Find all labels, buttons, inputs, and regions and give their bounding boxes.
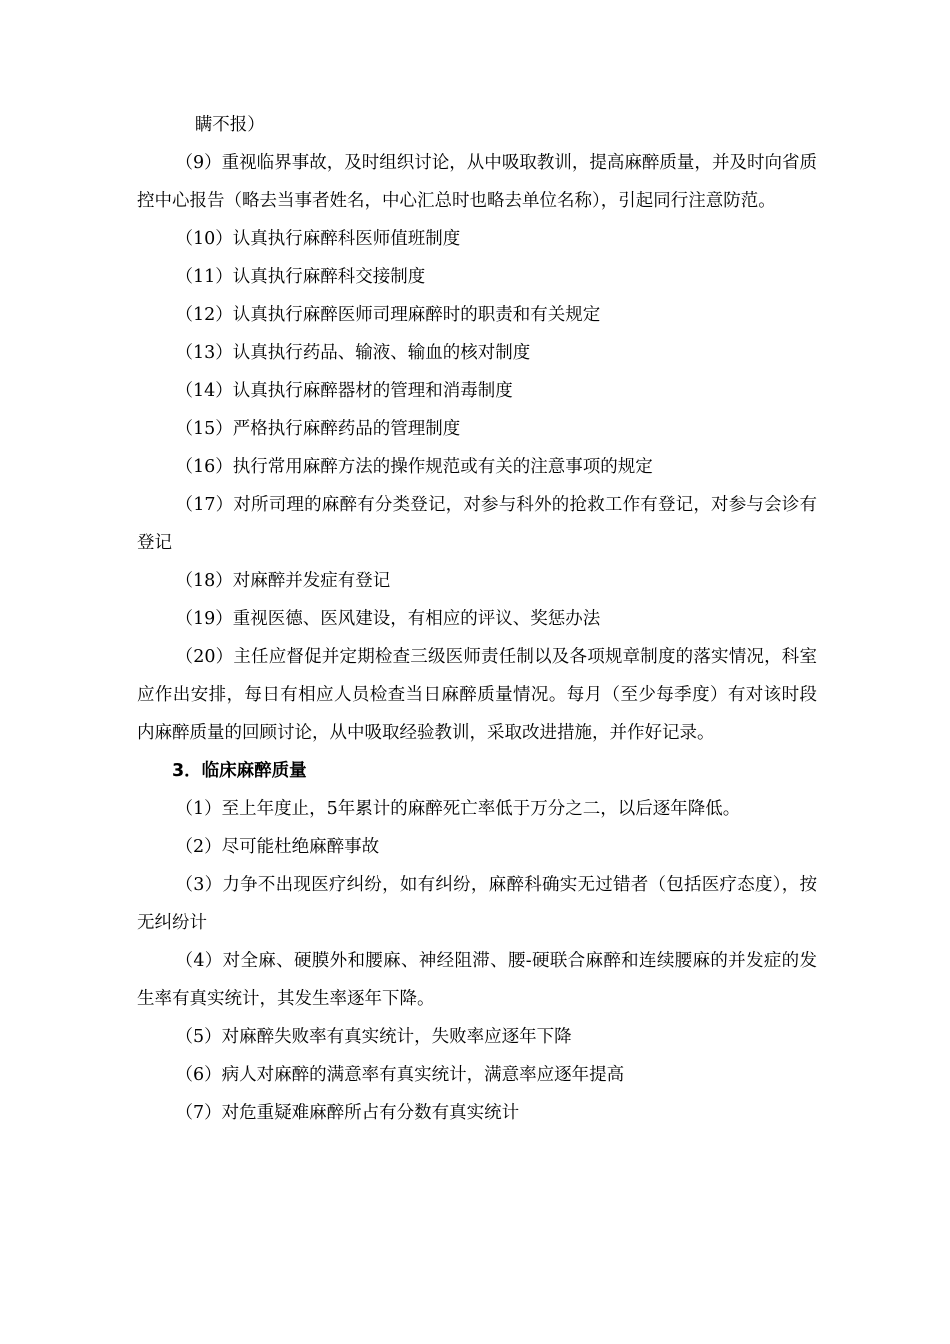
quality-item-1: （1）至上年度止，5年累计的麻醉死亡率低于万分之二，以后逐年降低。 [175, 799, 741, 819]
section-heading-clinical-quality: 3．临床麻醉质量 [172, 761, 307, 781]
list-item-18: （18）对麻醉并发症有登记 [175, 571, 391, 591]
list-item-10: （10）认真执行麻醉科医师值班制度 [175, 229, 461, 249]
document-body [137, 106, 817, 1132]
quality-item-2: （2）尽可能杜绝麻醉事故 [175, 837, 380, 857]
list-item-9: （9）重视临界事故，及时组织讨论，从中吸取教训，提高麻醉质量，并及时向省质控中心报告（略去当事者姓名，中心汇总时也略去单位名称），引起同行注意防范。 [137, 153, 817, 211]
paragraph-continuation: 瞒不报） [194, 115, 265, 135]
list-item-17: （17）对所司理的麻醉有分类登记，对参与科外的抢救工作有登记，对参与会诊有登记 [137, 495, 817, 553]
quality-item-7: （7）对危重疑难麻醉所占有分数有真实统计 [175, 1103, 520, 1123]
list-item-16: （16）执行常用麻醉方法的操作规范或有关的注意事项的规定 [175, 457, 653, 477]
list-item-12: （12）认真执行麻醉医师司理麻醉时的职责和有关规定 [175, 305, 601, 325]
quality-item-6: （6）病人对麻醉的满意率有真实统计，满意率应逐年提高 [175, 1065, 625, 1085]
quality-item-3: （3）力争不出现医疗纠纷，如有纠纷，麻醉科确实无过错者（包括医疗态度），按无纠纷计 [137, 875, 817, 933]
quality-item-4: （4）对全麻、硬膜外和腰麻、神经阻滞、腰-硬联合麻醉和连续腰麻的并发症的发生率有真实统计，其发生率逐年下降。 [137, 951, 817, 1009]
list-item-19: （19）重视医德、医风建设，有相应的评议、奖惩办法 [175, 609, 601, 629]
list-item-15: （15）严格执行麻醉药品的管理制度 [175, 419, 461, 439]
list-item-20: （20）主任应督促并定期检查三级医师责任制以及各项规章制度的落实情况，科室应作出安排，每日有相应人员检查当日麻醉质量情况。每月（至少每季度）有对该时段内麻醉质量的回顾讨论，从中吸取经验教训，采取改进措施，并作好记录。 [137, 647, 817, 743]
list-item-14: （14）认真执行麻醉器材的管理和消毒制度 [175, 381, 513, 401]
list-item-11: （11）认真执行麻醉科交接制度 [175, 267, 426, 287]
quality-item-5: （5）对麻醉失败率有真实统计，失败率应逐年下降 [175, 1027, 572, 1047]
list-item-13: （13）认真执行药品、输液、输血的核对制度 [175, 343, 531, 363]
